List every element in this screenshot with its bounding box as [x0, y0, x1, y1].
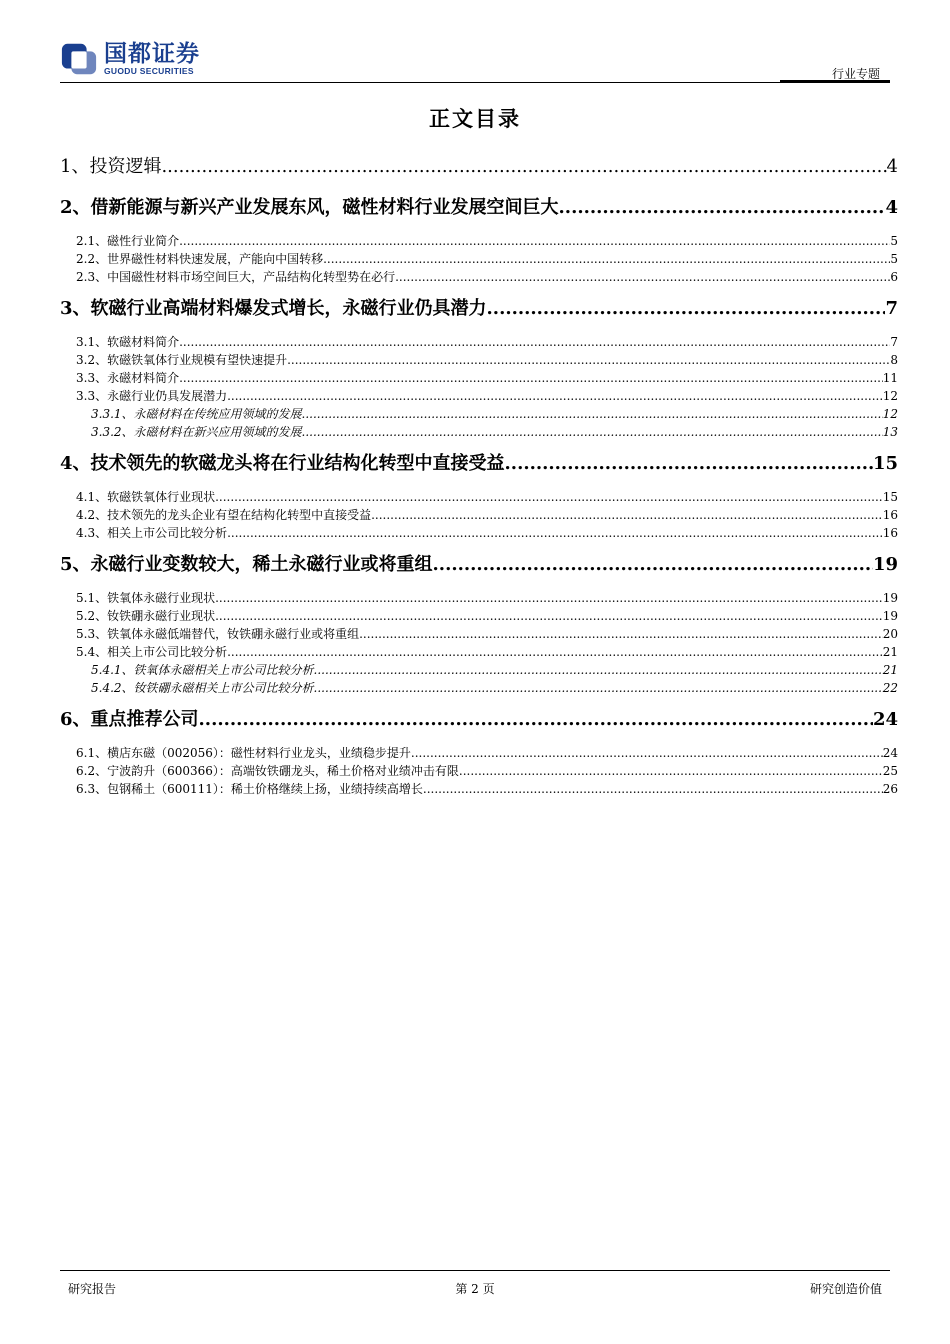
toc-entry-level3[interactable] — [60, 661, 898, 679]
toc-leader-dots — [433, 554, 873, 575]
toc-entry-level2[interactable] — [60, 369, 898, 387]
toc-entry-page: 15 — [872, 453, 898, 474]
toc-entry-level2[interactable] — [60, 250, 898, 268]
toc-entry-level2[interactable] — [60, 232, 898, 250]
toc-entry-title: 3.3、永磁材料简介 — [76, 371, 180, 385]
toc-entry-title: 2.3、中国磁性材料市场空间巨大，产品结构化转型势在必行 — [76, 270, 396, 284]
toc-entry-title: 2.1、磁性行业简介 — [76, 234, 180, 248]
brand-logo — [60, 40, 200, 78]
toc-entry-title: 3.3、永磁行业仍具发展潜力 — [76, 389, 228, 403]
toc-entry-title: 2.2、世界磁性材料快速发展，产能向中国转移 — [76, 252, 324, 266]
toc-entry-page: 5 — [890, 252, 898, 266]
toc-entry-level2[interactable] — [60, 333, 898, 351]
toc-entry-page: 25 — [882, 764, 898, 778]
toc-entry-page: 4 — [885, 197, 898, 218]
toc-leader-dots — [179, 234, 890, 248]
toc-title: 正文目录 — [429, 106, 521, 131]
toc-entry-level3[interactable] — [60, 423, 898, 441]
toc-entry-page: 15 — [882, 490, 898, 504]
toc-entry-level1[interactable] — [60, 705, 898, 738]
toc-entry-level2[interactable] — [60, 268, 898, 286]
toc-entry-page: 24 — [882, 746, 898, 760]
toc-entry-level2[interactable] — [60, 780, 898, 798]
toc-entry-title: 4.2、技术领先的龙头企业有望在结构化转型中直接受益 — [76, 508, 372, 522]
toc-entry-level2[interactable] — [60, 387, 898, 405]
toc-entry-title: 4.3、相关上市公司比较分析 — [76, 526, 228, 540]
footer-report-label: 研究报告 — [68, 1282, 117, 1296]
toc-leader-dots — [359, 627, 883, 641]
toc-entry-page: 4 — [886, 156, 898, 177]
toc-entry-page: 26 — [882, 782, 898, 796]
toc-entry-page: 16 — [882, 508, 898, 522]
toc-entry-level3[interactable] — [60, 679, 898, 697]
toc-leader-dots — [179, 371, 883, 385]
toc-entry-page: 13 — [882, 425, 898, 439]
toc-entry-page: 19 — [882, 591, 898, 605]
toc-entry-page: 16 — [882, 526, 898, 540]
toc-entry-title: 3.3.1、永磁材料在传统应用领域的发展 — [91, 407, 302, 421]
toc-leader-dots — [227, 645, 883, 659]
toc-leader-dots — [215, 591, 883, 605]
header-divider — [60, 82, 890, 83]
toc-entry-page: 12 — [882, 407, 898, 421]
toc-entry-page: 20 — [882, 627, 898, 641]
toc-entry-page: 19 — [882, 609, 898, 623]
toc-leader-dots — [215, 609, 883, 623]
brand-name-en: GUODU SECURITIES — [104, 66, 194, 76]
toc-entry-title: 6.1、横店东磁（002056）：磁性材料行业龙头，业绩稳步提升 — [76, 746, 411, 760]
toc-entry-level2[interactable] — [60, 524, 898, 542]
toc-entry-level3[interactable] — [60, 405, 898, 423]
table-of-contents — [60, 150, 898, 798]
toc-leader-dots — [215, 490, 883, 504]
toc-leader-dots — [314, 663, 883, 677]
toc-entry-title: 4、技术领先的软磁龙头将在行业结构化转型中直接受益 — [60, 453, 505, 474]
toc-leader-dots — [395, 270, 890, 284]
toc-leader-dots — [179, 335, 890, 349]
toc-entry-level2[interactable] — [60, 488, 898, 506]
toc-entry-level2[interactable] — [60, 351, 898, 369]
toc-entry-title: 4.1、软磁铁氧体行业现状 — [76, 490, 216, 504]
toc-leader-dots — [487, 298, 886, 319]
toc-entry-page: 7 — [890, 335, 898, 349]
toc-entry-page: 6 — [890, 270, 898, 284]
toc-entry-title: 5.4.2、钕铁硼永磁相关上市公司比较分析 — [91, 681, 314, 695]
toc-entry-title: 5.4、相关上市公司比较分析 — [76, 645, 228, 659]
toc-entry-page: 12 — [882, 389, 898, 403]
toc-entry-title: 3.2、软磁铁氧体行业规模有望快速提升 — [76, 353, 288, 367]
toc-entry-level2[interactable] — [60, 762, 898, 780]
toc-entry-title: 1、投资逻辑 — [60, 156, 162, 177]
toc-entry-level1[interactable] — [60, 449, 898, 482]
toc-entry-page: 11 — [882, 371, 898, 385]
brand-name-cn: 国都证券 — [104, 41, 200, 67]
toc-entry-level2[interactable] — [60, 625, 898, 643]
header-divider-accent — [780, 80, 890, 82]
toc-entry-page: 24 — [872, 709, 898, 730]
toc-entry-level2[interactable] — [60, 506, 898, 524]
toc-leader-dots — [505, 453, 873, 474]
toc-entry-title: 6、重点推荐公司 — [60, 709, 199, 730]
toc-leader-dots — [287, 353, 890, 367]
footer-slogan: 研究创造价值 — [809, 1282, 882, 1296]
report-type-tag: 行业专题 — [831, 67, 880, 81]
toc-entry-page: 22 — [882, 681, 898, 695]
toc-entry-title: 3、软磁行业高端材料爆发式增长，永磁行业仍具潜力 — [60, 298, 487, 319]
toc-entry-level2[interactable] — [60, 589, 898, 607]
toc-leader-dots — [559, 197, 886, 218]
toc-entry-title: 5、永磁行业变数较大，稀土永磁行业或将重组 — [60, 554, 433, 575]
toc-leader-dots — [459, 764, 883, 778]
toc-entry-level1[interactable] — [60, 550, 898, 583]
toc-entry-level1[interactable] — [60, 152, 898, 185]
toc-leader-dots — [161, 156, 886, 177]
toc-entry-title: 5.3、铁氧体永磁低端替代，钕铁硼永磁行业或将重组 — [76, 627, 360, 641]
toc-leader-dots — [323, 252, 890, 266]
toc-leader-dots — [302, 425, 883, 439]
toc-entry-title: 2、借新能源与新兴产业发展东风，磁性材料行业发展空间巨大 — [60, 197, 559, 218]
toc-leader-dots — [314, 681, 883, 695]
toc-leader-dots — [423, 782, 883, 796]
toc-entry-title: 3.3.2、永磁材料在新兴应用领域的发展 — [91, 425, 302, 439]
toc-entry-title: 5.4.1、铁氧体永磁相关上市公司比较分析 — [91, 663, 314, 677]
toc-entry-level1[interactable] — [60, 193, 898, 226]
toc-entry-page: 7 — [885, 298, 898, 319]
guodu-logo-icon — [60, 40, 98, 78]
toc-leader-dots — [199, 709, 873, 730]
toc-entry-page: 21 — [882, 645, 898, 659]
toc-entry-level2[interactable] — [60, 643, 898, 661]
toc-entry-level2[interactable] — [60, 607, 898, 625]
page-header — [0, 0, 950, 90]
toc-entry-page: 21 — [882, 663, 898, 677]
toc-leader-dots — [227, 526, 883, 540]
toc-entry-title: 5.1、铁氧体永磁行业现状 — [76, 591, 216, 605]
toc-leader-dots — [371, 508, 883, 522]
toc-entry-title: 6.3、包钢稀土（600111）：稀土价格继续上扬，业绩持续高增长 — [76, 782, 423, 796]
toc-leader-dots — [411, 746, 883, 760]
toc-entry-page: 5 — [890, 234, 898, 248]
toc-leader-dots — [227, 389, 883, 403]
toc-leader-dots — [302, 407, 883, 421]
toc-entry-title: 3.1、软磁材料简介 — [76, 335, 180, 349]
toc-entry-title: 6.2、宁波韵升（600366）：高端钕铁硼龙头，稀土价格对业绩冲击有限 — [76, 764, 459, 778]
page-number: 第 2 页 — [455, 1282, 495, 1296]
toc-entry-level1[interactable] — [60, 294, 898, 327]
footer-divider — [60, 1270, 890, 1271]
toc-entry-level2[interactable] — [60, 744, 898, 762]
toc-entry-page: 8 — [890, 353, 898, 367]
toc-entry-page: 19 — [872, 554, 898, 575]
toc-entry-title: 5.2、钕铁硼永磁行业现状 — [76, 609, 216, 623]
